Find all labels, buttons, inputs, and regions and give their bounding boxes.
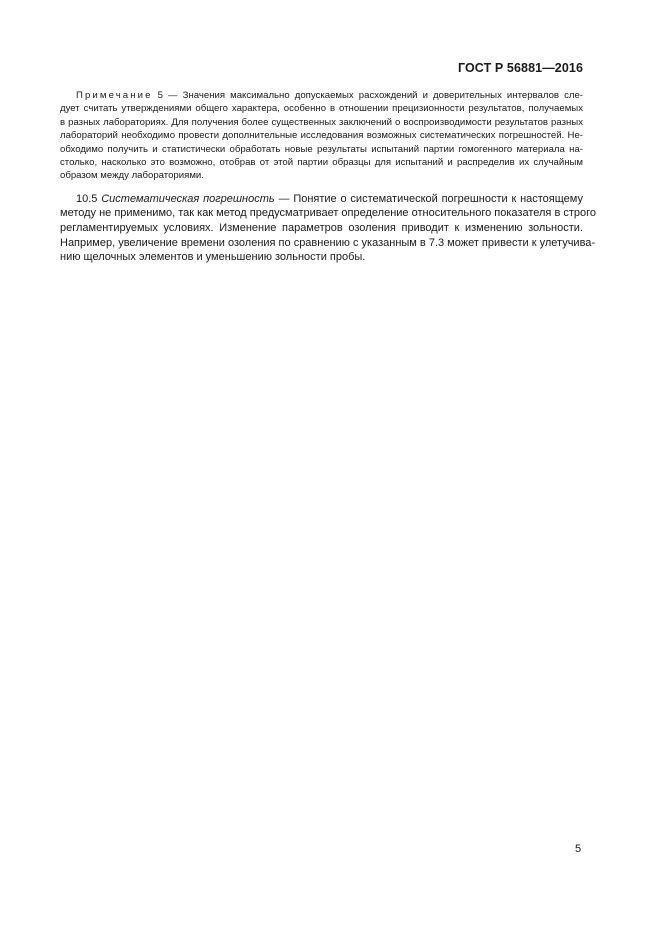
section-term: Систематическая погрешность xyxy=(101,192,275,205)
section-line-1 xyxy=(60,192,583,207)
note-label: Примечание xyxy=(76,90,153,101)
note-line-6: столько, насколько это возможно, отобрав от этой партии образцы для испытаний и распределив их случайным xyxy=(60,157,583,169)
note-block xyxy=(60,89,583,183)
note-line-2: дует считать утверждениями общего характера, особенно в отношении прецизионности результатов, получаемых xyxy=(60,103,583,115)
section-line-3: регламентируемых условиях. Изменение параметров озоления приводит к изменению зольности. xyxy=(60,222,583,235)
note-line-1 xyxy=(60,89,583,102)
section-line-5: нию щелочных элементов и уменьшению зольности пробы. xyxy=(60,251,366,264)
page-header-standard-id: ГОСТ Р 56881—2016 xyxy=(457,61,583,75)
page-number: 5 xyxy=(575,843,582,855)
section-number: 10.5 xyxy=(76,192,102,205)
section-10-5 xyxy=(60,192,597,265)
note-line-1-text: 5 — Значения максимально допускаемых расхождений и доверительных интервалов сле- xyxy=(152,90,583,101)
note-line-5: обходимо получить и статистически обработать новые результаты испытаний партии гомогенного материала на- xyxy=(60,143,583,155)
section-line-1-text: — Понятие о систематической погрешности к настоящему xyxy=(274,192,583,205)
section-line-4: Например, увеличение времени озоления по сравнению с указанным в 7.3 может привести к улетучива- xyxy=(60,236,596,249)
note-line-4: лабораторий необходимо провести дополнительные исследования возможных систематических погрешностей. Не- xyxy=(60,130,583,142)
section-line-2: методу не применимо, так как метод предусматривает определение относительного показателя в строго xyxy=(60,207,597,220)
note-line-7: образом между лабораториями. xyxy=(60,170,204,182)
note-line-3: в разных лабораториях. Для получения более существенных заключений о воспроизводимости результатов разных xyxy=(60,116,583,128)
document-body xyxy=(60,89,597,265)
